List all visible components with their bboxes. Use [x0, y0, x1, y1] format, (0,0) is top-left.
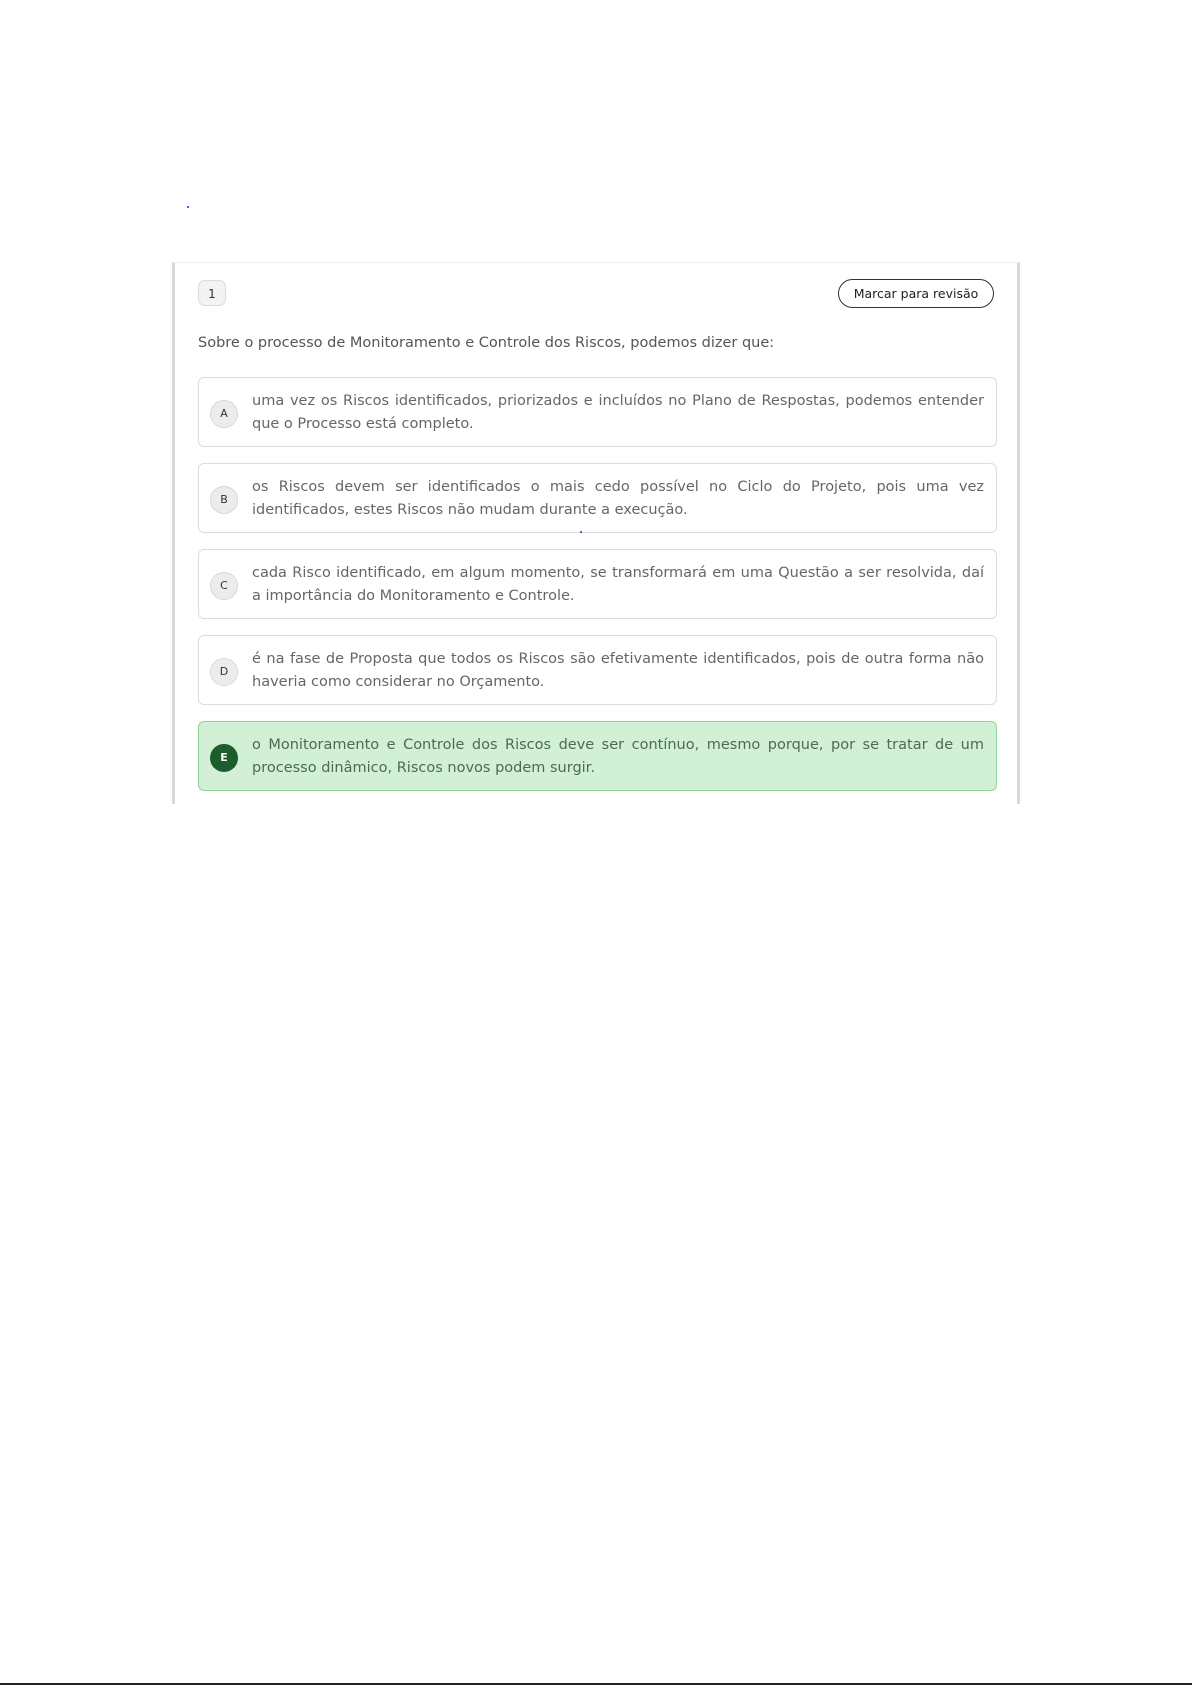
option-text-b: os Riscos devem ser identificados o mais cedo possível no Ciclo do Projeto, pois uma vez identificados, estes Riscos não mudam durante a execução. — [252, 479, 984, 518]
option-letter-d: D — [210, 658, 238, 686]
option-b[interactable] — [198, 463, 997, 533]
option-a[interactable] — [198, 377, 997, 447]
option-text-c: cada Risco identificado, em algum momento, se transformará em uma Questão a ser resolvida, daí a importância do Monitoramento e Controle. — [252, 565, 984, 604]
option-d[interactable] — [198, 635, 997, 705]
option-c[interactable] — [198, 549, 997, 619]
option-letter-a: A — [210, 400, 238, 428]
question-card — [172, 262, 1020, 804]
option-e[interactable] — [198, 721, 997, 791]
option-letter-b: B — [210, 486, 238, 514]
question-prompt: Sobre o processo de Monitoramento e Controle dos Riscos, podemos dizer que: — [198, 335, 775, 351]
option-text-a: uma vez os Riscos identificados, priorizados e incluídos no Plano de Respostas, podemos entender que o Processo está completo. — [252, 393, 984, 432]
option-letter-e: E — [210, 744, 238, 772]
option-letter-c: C — [210, 572, 238, 600]
option-text-d: é na fase de Proposta que todos os Riscos são efetivamente identificados, pois de outra forma não haveria como considerar no Orçamento. — [252, 651, 984, 690]
option-text-e: o Monitoramento e Controle dos Riscos deve ser contínuo, mesmo porque, por se tratar de um processo dinâmico, Riscos novos podem surgir. — [252, 737, 984, 776]
question-number-badge: 1 — [198, 280, 226, 306]
stray-dot — [187, 206, 189, 208]
mark-for-review-button[interactable]: Marcar para revisão — [838, 279, 994, 308]
stray-dot — [580, 531, 582, 533]
